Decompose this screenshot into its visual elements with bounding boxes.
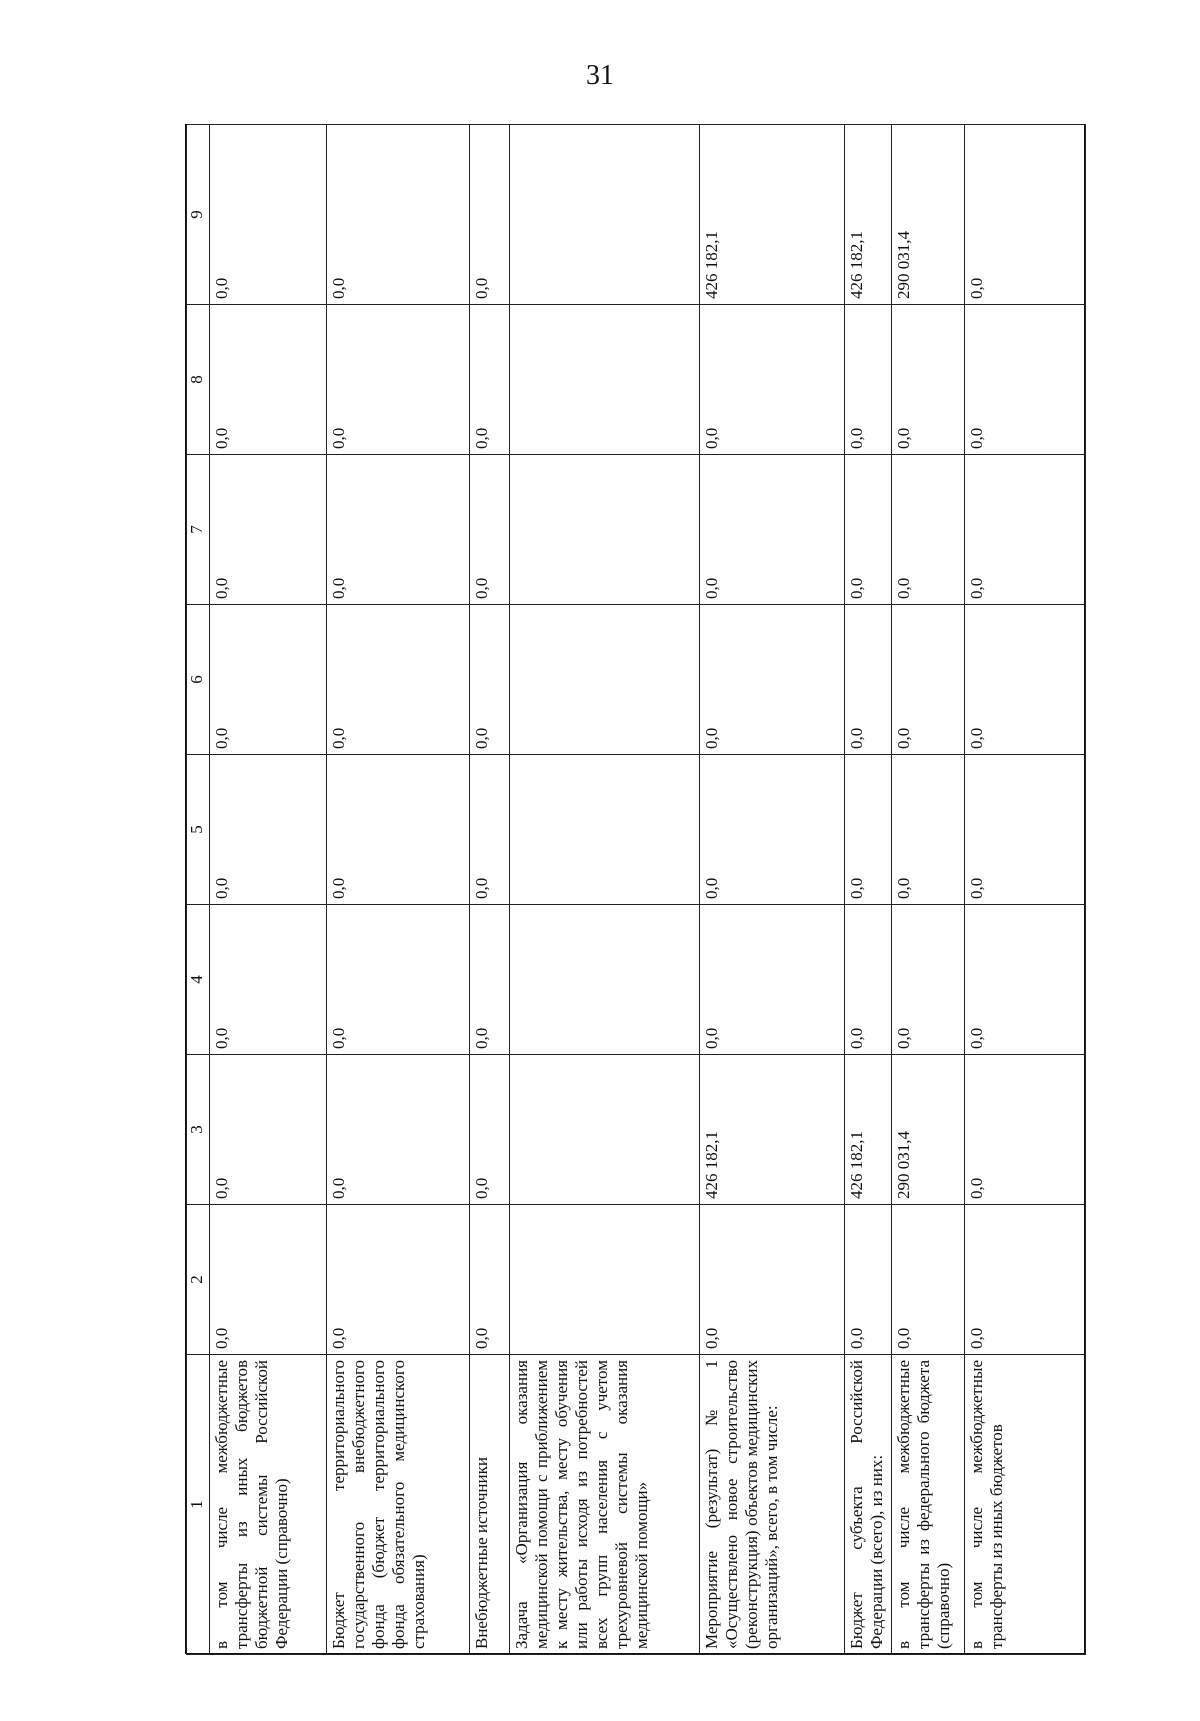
value-cell: 426 182,1 (700, 125, 845, 305)
value-cell: 0,0 (470, 605, 510, 755)
value-cell: 290 031,4 (892, 125, 965, 305)
value-cell: 0,0 (892, 905, 965, 1055)
row-description: Внебюджетные источники (470, 1355, 510, 1655)
value-cell: 0,0 (470, 905, 510, 1055)
value-cell (510, 755, 700, 905)
value-cell: 0,0 (965, 305, 1086, 455)
value-cell: 0,0 (700, 605, 845, 755)
value-cell: 0,0 (845, 755, 892, 905)
value-cell: 0,0 (965, 905, 1086, 1055)
col-header-7: 7 (187, 455, 210, 605)
value-cell: 0,0 (327, 305, 470, 455)
value-cell (510, 905, 700, 1055)
table-row (210, 125, 327, 1655)
value-cell: 0,0 (210, 455, 327, 605)
table-row (892, 125, 965, 1655)
value-cell: 0,0 (210, 125, 327, 305)
row-description: Бюджет субъекта Российской Федерации (всего), из них: (845, 1355, 892, 1655)
col-header-6: 6 (187, 605, 210, 755)
table-row (510, 125, 700, 1655)
value-cell: 0,0 (845, 1205, 892, 1355)
col-header-9: 9 (187, 125, 210, 305)
row-description: Бюджет территориального государственного внебюджетного фонда (бюджет территориального фонда обязательного медицинского страхования) (327, 1355, 470, 1655)
row-description: Мероприятие (результат) № 1 «Осуществлено новое строительство (реконструкция) объектов медицинских организаций», всего, в том числе: (700, 1355, 845, 1655)
value-cell (510, 305, 700, 455)
value-cell (510, 1205, 700, 1355)
value-cell: 0,0 (210, 755, 327, 905)
header-row (187, 125, 210, 1655)
value-cell: 0,0 (470, 1055, 510, 1205)
value-cell: 0,0 (965, 755, 1086, 905)
col-header-8: 8 (187, 305, 210, 455)
row-description: в том числе межбюджетные трансферты из федерального бюджета (справочно) (892, 1355, 965, 1655)
value-cell: 0,0 (845, 455, 892, 605)
value-cell: 0,0 (892, 455, 965, 605)
value-cell (510, 1055, 700, 1205)
value-cell: 0,0 (700, 1205, 845, 1355)
budget-table (186, 124, 1086, 1655)
table-row (700, 125, 845, 1655)
value-cell: 0,0 (845, 605, 892, 755)
col-header-1: 1 (187, 1355, 210, 1655)
value-cell: 0,0 (327, 125, 470, 305)
value-cell: 290 031,4 (892, 1055, 965, 1205)
col-header-5: 5 (187, 755, 210, 905)
value-cell: 0,0 (327, 755, 470, 905)
value-cell: 0,0 (700, 755, 845, 905)
value-cell: 0,0 (700, 455, 845, 605)
value-cell: 0,0 (470, 1205, 510, 1355)
value-cell: 0,0 (327, 1205, 470, 1355)
value-cell: 0,0 (470, 305, 510, 455)
value-cell: 0,0 (210, 905, 327, 1055)
budget-table-frame (185, 124, 1085, 1654)
col-header-3: 3 (187, 1055, 210, 1205)
value-cell: 0,0 (327, 455, 470, 605)
value-cell: 0,0 (892, 755, 965, 905)
value-cell: 0,0 (845, 905, 892, 1055)
value-cell (510, 605, 700, 755)
value-cell: 0,0 (845, 305, 892, 455)
table-row (845, 125, 892, 1655)
value-cell: 0,0 (327, 905, 470, 1055)
value-cell: 0,0 (470, 455, 510, 605)
value-cell: 0,0 (700, 905, 845, 1055)
value-cell: 0,0 (210, 1205, 327, 1355)
value-cell: 0,0 (327, 1055, 470, 1205)
value-cell: 0,0 (327, 605, 470, 755)
row-description: в том числе межбюджетные трансферты из иных бюджетов (965, 1355, 1086, 1655)
value-cell: 0,0 (965, 1055, 1086, 1205)
value-cell: 0,0 (470, 125, 510, 305)
row-description: в том числе межбюджетные трансферты из иных бюджетов бюджетной системы Российской Федерации (справочно) (210, 1355, 327, 1655)
value-cell: 426 182,1 (700, 1055, 845, 1205)
value-cell (510, 125, 700, 305)
value-cell: 0,0 (210, 305, 327, 455)
page-number: 31 (586, 60, 614, 91)
value-cell: 0,0 (210, 605, 327, 755)
value-cell: 0,0 (965, 605, 1086, 755)
table-row (965, 125, 1086, 1655)
table-row (327, 125, 470, 1655)
table-row (470, 125, 510, 1655)
value-cell: 0,0 (892, 305, 965, 455)
value-cell: 0,0 (470, 755, 510, 905)
value-cell: 426 182,1 (845, 1055, 892, 1205)
value-cell: 0,0 (210, 1055, 327, 1205)
value-cell: 0,0 (700, 305, 845, 455)
value-cell: 0,0 (965, 455, 1086, 605)
value-cell: 0,0 (892, 1205, 965, 1355)
col-header-2: 2 (187, 1205, 210, 1355)
row-description: Задача «Организация оказания медицинской помощи с приближением к месту жительства, месту обучения или работы исходя из потребностей всех групп населения с учетом трехуровневой системы оказания медицинской помощи» (510, 1355, 700, 1655)
value-cell: 0,0 (965, 125, 1086, 305)
value-cell: 0,0 (892, 605, 965, 755)
value-cell (510, 455, 700, 605)
value-cell: 426 182,1 (845, 125, 892, 305)
col-header-4: 4 (187, 905, 210, 1055)
value-cell: 0,0 (965, 1205, 1086, 1355)
